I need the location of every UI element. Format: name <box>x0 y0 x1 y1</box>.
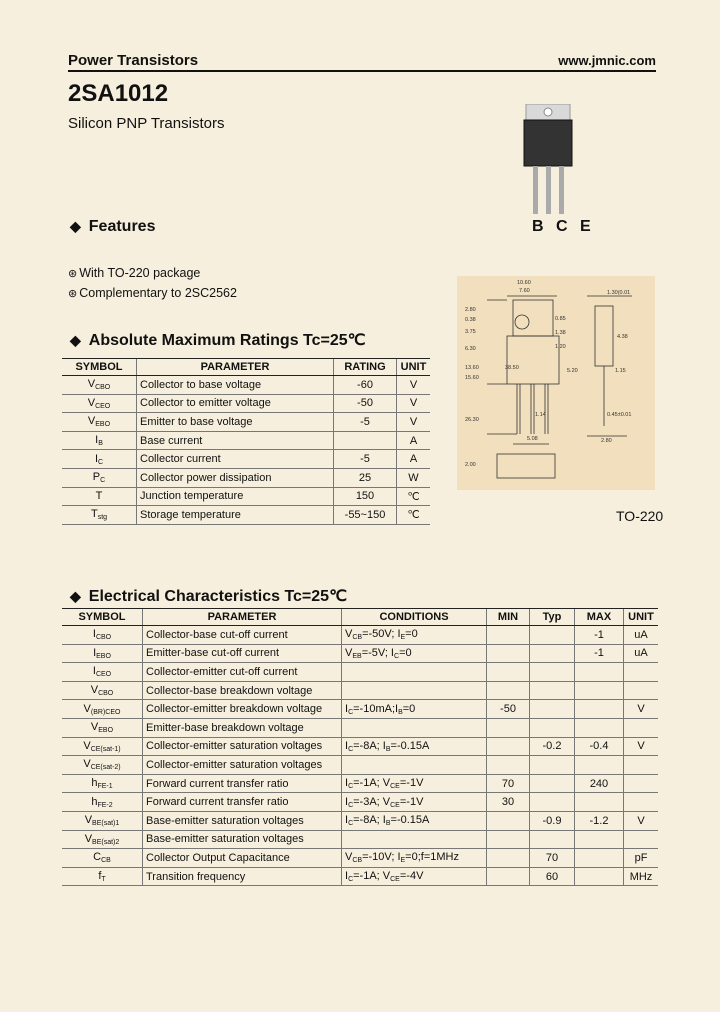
table-row <box>62 394 430 413</box>
table-row <box>62 506 430 525</box>
symbol-cell: $f_T$ <box>62 867 143 886</box>
col-header: CONDITIONS <box>342 609 487 626</box>
max-cell <box>575 700 624 719</box>
max-cell <box>575 793 624 812</box>
table-row <box>62 468 430 487</box>
table-row <box>62 849 658 868</box>
parameter-cell: Collector-emitter cut-off current <box>143 663 342 682</box>
symbol-cell: $V_{(BR)CEO}$ <box>62 700 143 719</box>
parameter-cell: Base-emitter saturation voltages <box>143 830 342 849</box>
col-header: MIN <box>487 609 530 626</box>
rating-cell: -55~150 <box>334 506 397 525</box>
dim-label: 1.38 <box>555 330 566 336</box>
symbol-cell: $V_{CEO}$ <box>62 394 137 413</box>
dim-label: 0.45±0.01 <box>607 412 632 418</box>
part-description: Silicon PNP Transistors <box>68 115 225 132</box>
symbol-cell: $V_{CE(sat-2)}$ <box>62 756 143 775</box>
unit-cell: W <box>397 468 431 487</box>
parameter-cell: Emitter to base voltage <box>137 413 334 432</box>
unit-cell: ℃ <box>397 506 431 525</box>
dim-label: 5.08 <box>527 436 538 442</box>
dim-label: 1.20 <box>555 344 566 350</box>
symbol-cell: $V_{EBO}$ <box>62 413 137 432</box>
unit-cell: V <box>397 376 431 395</box>
symbol-cell: $I_B$ <box>62 431 137 450</box>
col-header: SYMBOL <box>62 609 143 626</box>
dim-label: 2.00 <box>465 462 476 468</box>
unit-cell: V <box>397 394 431 413</box>
unit-cell <box>624 830 659 849</box>
conditions-cell: $I_C=-8A$; $I_B=-0.15A$ <box>342 811 487 830</box>
max-cell: -1 <box>575 626 624 645</box>
dim-label: 4.38 <box>617 334 628 340</box>
conditions-cell: $I_C=-8A$; $I_B=-0.15A$ <box>342 737 487 756</box>
unit-cell: A <box>397 431 431 450</box>
dim-label: 0.38 <box>465 317 476 323</box>
abs-ratings-heading: ◆ Absolute Maximum Ratings Tc=25℃ <box>70 332 366 349</box>
max-cell: 240 <box>575 774 624 793</box>
dim-label: 3.75 <box>465 329 476 335</box>
conditions-cell: $I_C=-10mA;I_B=0$ <box>342 700 487 719</box>
col-header: PARAMETER <box>143 609 342 626</box>
bullet-icon: ⊛ <box>68 288 78 300</box>
rating-cell: 150 <box>334 487 397 506</box>
max-cell <box>575 849 624 868</box>
conditions-cell: $V_{CB}=-50V$; $I_E=0$ <box>342 626 487 645</box>
typ-cell <box>530 756 575 775</box>
parameter-cell: Collector-emitter saturation voltages <box>143 756 342 775</box>
unit-cell <box>624 774 659 793</box>
dim-label: 2.80 <box>465 307 476 313</box>
min-cell <box>487 811 530 830</box>
parameter-cell: Forward current transfer ratio <box>143 774 342 793</box>
col-header: MAX <box>575 609 624 626</box>
symbol-cell: $V_{CBO}$ <box>62 681 143 700</box>
parameter-cell: Collector-base cut-off current <box>143 626 342 645</box>
col-header: UNIT <box>624 609 659 626</box>
abs-ratings-table <box>62 358 430 525</box>
symbol-cell: $V_{BE(sat)1}$ <box>62 811 143 830</box>
unit-cell: uA <box>624 626 659 645</box>
parameter-cell: Junction temperature <box>137 487 334 506</box>
typ-cell <box>530 793 575 812</box>
parameter-cell: Collector to base voltage <box>137 376 334 395</box>
dim-label: 15.60 <box>465 375 479 381</box>
col-header: PARAMETER <box>137 359 334 376</box>
parameter-cell: Collector Output Capacitance <box>143 849 342 868</box>
website-link[interactable]: www.jmnic.com <box>558 53 656 68</box>
typ-cell: 60 <box>530 867 575 886</box>
table-row <box>62 774 658 793</box>
dim-label: 2.80 <box>601 438 612 444</box>
symbol-cell: $V_{CE(sat-1)}$ <box>62 737 143 756</box>
table-row <box>62 450 430 469</box>
unit-cell <box>624 793 659 812</box>
unit-cell: A <box>397 450 431 469</box>
conditions-cell: $V_{CB}=-10V$; $I_E=0;f=1MHz$ <box>342 849 487 868</box>
min-cell: 30 <box>487 793 530 812</box>
min-cell <box>487 626 530 645</box>
symbol-cell: $C_{CB}$ <box>62 849 143 868</box>
typ-cell <box>530 700 575 719</box>
rating-cell: -50 <box>334 394 397 413</box>
dim-label: 5.20 <box>567 368 578 374</box>
min-cell <box>487 756 530 775</box>
table-row <box>62 431 430 450</box>
symbol-cell: $T_{stg}$ <box>62 506 137 525</box>
symbol-cell: $I_C$ <box>62 450 137 469</box>
conditions-cell <box>342 718 487 737</box>
conditions-cell <box>342 681 487 700</box>
parameter-cell: Collector power dissipation <box>137 468 334 487</box>
doc-category: Power Transistors <box>68 52 199 69</box>
dim-label: 6.30 <box>465 346 476 352</box>
rating-cell: 25 <box>334 468 397 487</box>
dim-label: 7.60 <box>519 288 530 294</box>
max-cell: -1 <box>575 644 624 663</box>
parameter-cell: Collector-emitter saturation voltages <box>143 737 342 756</box>
symbol-cell: $I_{CEO}$ <box>62 663 143 682</box>
table-row <box>62 718 658 737</box>
parameter-cell: Collector-emitter breakdown voltage <box>143 700 342 719</box>
unit-cell: uA <box>624 644 659 663</box>
bullet-icon: ⊛ <box>68 268 78 280</box>
min-cell <box>487 644 530 663</box>
min-cell <box>487 718 530 737</box>
unit-cell: V <box>397 413 431 432</box>
rating-cell: -5 <box>334 413 397 432</box>
package-dimension-drawing <box>457 276 655 490</box>
dim-label: 1.30(0.01 <box>607 290 631 296</box>
rating-cell <box>334 431 397 450</box>
parameter-cell: Storage temperature <box>137 506 334 525</box>
max-cell <box>575 681 624 700</box>
max-cell <box>575 830 624 849</box>
parameter-cell: Collector-base breakdown voltage <box>143 681 342 700</box>
table-row <box>62 626 658 645</box>
typ-cell <box>530 663 575 682</box>
transistor-photo <box>522 104 574 216</box>
typ-cell <box>530 830 575 849</box>
unit-cell <box>624 718 659 737</box>
unit-cell: MHz <box>624 867 659 886</box>
table-row <box>62 737 658 756</box>
symbol-cell: $I_{CBO}$ <box>62 626 143 645</box>
parameter-cell: Collector current <box>137 450 334 469</box>
header-bar <box>68 52 656 72</box>
table-row <box>62 663 658 682</box>
col-header: SYMBOL <box>62 359 137 376</box>
symbol-cell: $V_{EBO}$ <box>62 718 143 737</box>
rating-cell: -60 <box>334 376 397 395</box>
parameter-cell: Transition frequency <box>143 867 342 886</box>
parameter-cell: Collector to emitter voltage <box>137 394 334 413</box>
conditions-cell: $V_{EB}=-5V$; $I_C=0$ <box>342 644 487 663</box>
table-row <box>62 700 658 719</box>
symbol-cell: $V_{BE(sat)2}$ <box>62 830 143 849</box>
min-cell <box>487 867 530 886</box>
unit-cell: V <box>624 700 659 719</box>
conditions-cell: $I_C=-1A$; $V_{CE}=-4V$ <box>342 867 487 886</box>
conditions-cell <box>342 663 487 682</box>
min-cell <box>487 849 530 868</box>
rating-cell: -5 <box>334 450 397 469</box>
min-cell <box>487 663 530 682</box>
typ-cell <box>530 626 575 645</box>
conditions-cell: $I_C=-1A$; $V_{CE}=-1V$ <box>342 774 487 793</box>
table-row <box>62 811 658 830</box>
max-cell: -0.4 <box>575 737 624 756</box>
max-cell: -1.2 <box>575 811 624 830</box>
dim-label: 26.30 <box>465 417 479 423</box>
elec-char-heading: ◆ Electrical Characteristics Tc=25℃ <box>70 588 348 605</box>
feature-item: ⊛ Complementary to 2SC2562 <box>68 286 237 300</box>
min-cell: -50 <box>487 700 530 719</box>
dim-label: 1.14 <box>535 412 546 418</box>
symbol-cell: $V_{CBO}$ <box>62 376 137 395</box>
unit-cell: V <box>624 811 659 830</box>
elec-char-table <box>62 608 658 886</box>
conditions-cell: $I_C=-3A$; $V_{CE}=-1V$ <box>342 793 487 812</box>
table-row <box>62 644 658 663</box>
table-row <box>62 830 658 849</box>
max-cell <box>575 718 624 737</box>
min-cell <box>487 737 530 756</box>
symbol-cell: $h_{FE-1}$ <box>62 774 143 793</box>
unit-cell <box>624 663 659 682</box>
unit-cell <box>624 681 659 700</box>
dim-label: 10.60 <box>517 280 531 286</box>
typ-cell: -0.9 <box>530 811 575 830</box>
min-cell: 70 <box>487 774 530 793</box>
min-cell <box>487 681 530 700</box>
parameter-cell: Emitter-base breakdown voltage <box>143 718 342 737</box>
parameter-cell: Emitter-base cut-off current <box>143 644 342 663</box>
col-header: Typ <box>530 609 575 626</box>
typ-cell <box>530 681 575 700</box>
table-row <box>62 487 430 506</box>
typ-cell <box>530 718 575 737</box>
feature-item: ⊛ With TO-220 package <box>68 266 201 280</box>
col-header: UNIT <box>397 359 431 376</box>
table-row <box>62 681 658 700</box>
features-heading: ◆ Features <box>70 218 156 235</box>
table-row <box>62 376 430 395</box>
typ-cell: 70 <box>530 849 575 868</box>
pin-labels: B C E <box>532 218 595 235</box>
parameter-cell: Forward current transfer ratio <box>143 793 342 812</box>
unit-cell <box>624 756 659 775</box>
dim-label: 1.15 <box>615 368 626 374</box>
max-cell <box>575 663 624 682</box>
dim-label: 38.50 <box>505 365 519 371</box>
parameter-cell: Base-emitter saturation voltages <box>143 811 342 830</box>
dim-label: 13.60 <box>465 365 479 371</box>
unit-cell: pF <box>624 849 659 868</box>
dim-label: 0.85 <box>555 316 566 322</box>
col-header: RATING <box>334 359 397 376</box>
max-cell <box>575 756 624 775</box>
table-row <box>62 867 658 886</box>
typ-cell <box>530 774 575 793</box>
typ-cell: -0.2 <box>530 737 575 756</box>
symbol-cell: $I_{EBO}$ <box>62 644 143 663</box>
symbol-cell: $h_{FE-2}$ <box>62 793 143 812</box>
conditions-cell <box>342 830 487 849</box>
unit-cell: ℃ <box>397 487 431 506</box>
part-number: 2SA1012 <box>68 80 169 107</box>
min-cell <box>487 830 530 849</box>
table-row <box>62 793 658 812</box>
unit-cell: V <box>624 737 659 756</box>
symbol-cell: $P_C$ <box>62 468 137 487</box>
symbol-cell: T <box>62 487 137 506</box>
conditions-cell <box>342 756 487 775</box>
max-cell <box>575 867 624 886</box>
package-label: TO-220 <box>616 508 664 524</box>
table-row <box>62 413 430 432</box>
typ-cell <box>530 644 575 663</box>
parameter-cell: Base current <box>137 431 334 450</box>
table-row <box>62 756 658 775</box>
